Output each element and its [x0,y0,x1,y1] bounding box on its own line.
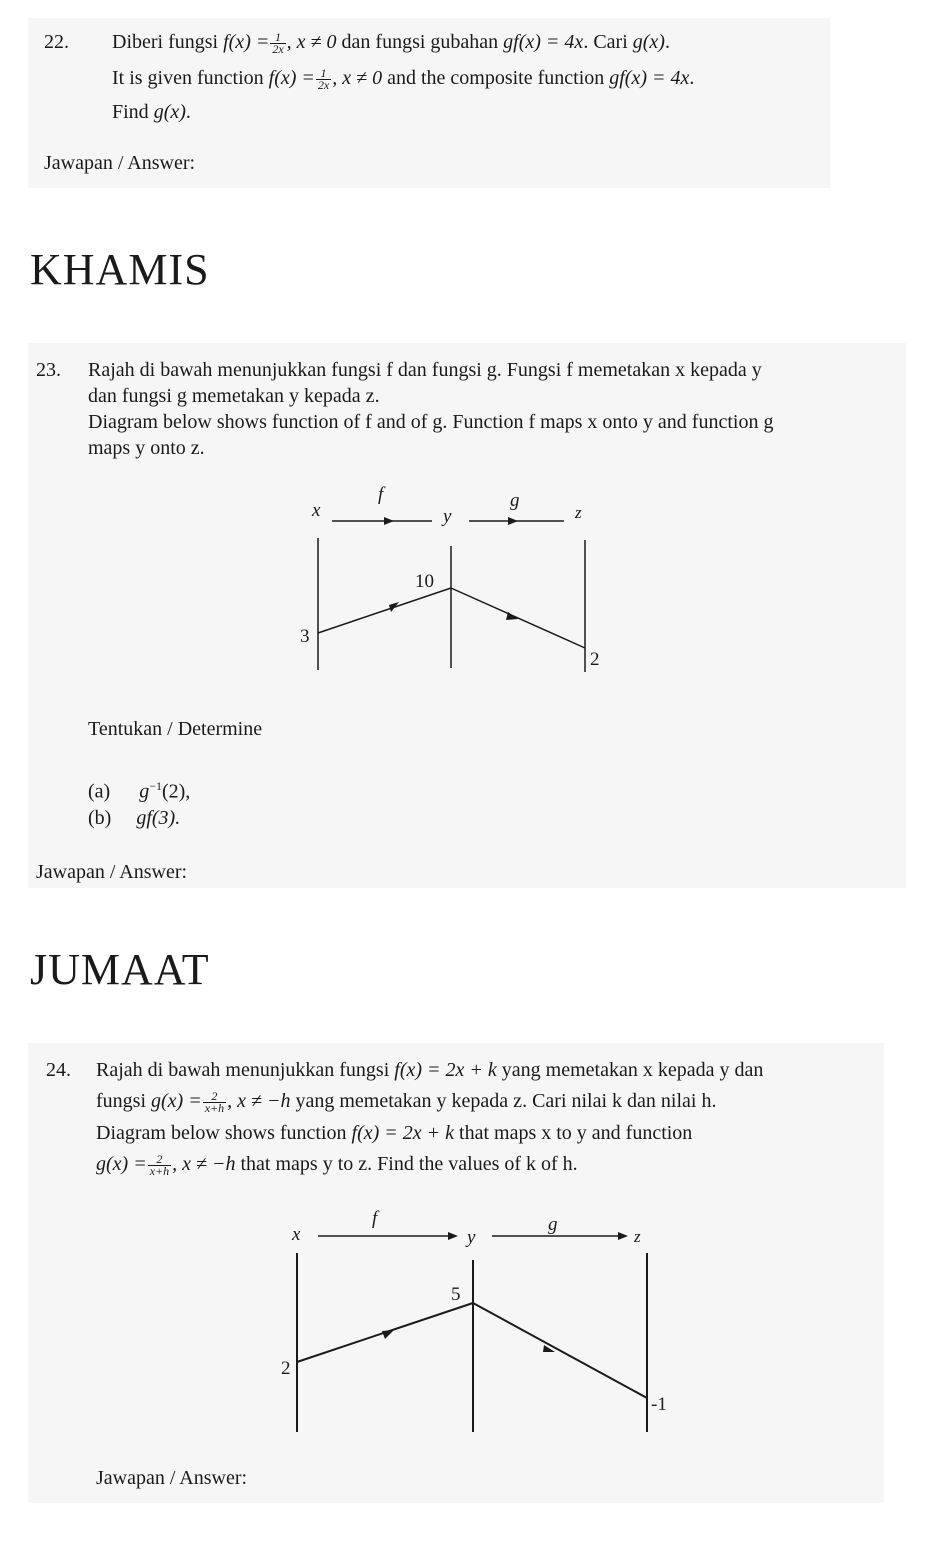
diagram-f-label: f [378,484,384,505]
question-23-part-b: (b) gf(3). [88,807,181,829]
z-value-label: -1 [651,1394,667,1415]
diagram-g-label: g [510,490,520,511]
diagram-z-label: z [634,1227,641,1246]
question-22-malay-line: Diberi fungsi f(x) = $\frac{1}{2x}$ , x ≠ 0 dan fungsi gubahan gf(x) = 4x. Cari g(x). [112,29,670,56]
question-23-determine-label: Tentukan / Determine [88,718,263,740]
fraction: $\frac{1}{2x}$ [272,29,284,56]
y-value-label: 10 [415,571,434,592]
question-23-line-3: Diagram below shows function of f and of g. Function f maps x onto y and function g [88,411,774,433]
diagram-y-label: y [467,1227,476,1248]
question-24-line-2: fungsi g(x) = $\frac{2}{x+h}$ , x ≠ −h yang memetakan y kepada z. Cari nilai k dan nilai h. [96,1088,717,1115]
question-22-number: 22. [44,31,69,53]
diagram-x-label: x [292,1224,301,1245]
diagram-g-label: g [548,1214,558,1235]
question-22-find-line: Find g(x). [112,101,191,123]
question-22-answer-label: Jawapan / Answer: [44,152,196,174]
y-value-label: 5 [451,1284,461,1305]
question-23-answer-label: Jawapan / Answer: [36,861,188,883]
diagram-x-label: x [312,500,321,521]
question-24-line-1: Rajah di bawah menunjukkan fungsi f(x) = 2x + k yang memetakan x kepada y dan [96,1059,764,1081]
question-24-number: 24. [46,1059,71,1081]
day-heading-jumaat: JUMAAT [30,945,210,994]
question-24-answer-label: Jawapan / Answer: [96,1467,248,1489]
day-heading-khamis: KHAMIS [30,245,210,294]
question-23-line-2: dan fungsi g memetakan y kepada z. [88,385,380,407]
fraction: $\frac{2}{x+h}$ [149,1151,170,1178]
diagram-f-label: f [372,1208,378,1229]
x-value-label: 2 [281,1358,291,1379]
question-24-line-3: Diagram below shows function f(x) = 2x + k that maps x to y and function [96,1122,693,1144]
diagram-y-label: y [443,506,452,527]
question-23-number: 23. [36,359,61,381]
z-value-label: 2 [590,649,600,670]
question-22-english-line: It is given function f(x) = $\frac{1}{2x}$ , x ≠ 0 and the composite function gf(x) = 4x. [112,65,695,92]
diagram-z-label: z [575,503,582,522]
question-23-part-a: (a) $g^{-1}(2)$, [88,779,191,803]
question-23-line-4: maps y onto z. [88,437,205,459]
question-23-line-1: Rajah di bawah menunjukkan fungsi f dan fungsi g. Fungsi f memetakan x kepada y [88,359,762,381]
fraction: $\frac{1}{2x}$ [317,65,330,92]
fraction: $\frac{2}{x+h}$ [204,1088,225,1115]
question-24-line-4: g(x) = $\frac{2}{x+h}$ , x ≠ −h that maps y to z. Find the values of k of h. [96,1151,578,1178]
x-value-label: 3 [300,626,310,647]
